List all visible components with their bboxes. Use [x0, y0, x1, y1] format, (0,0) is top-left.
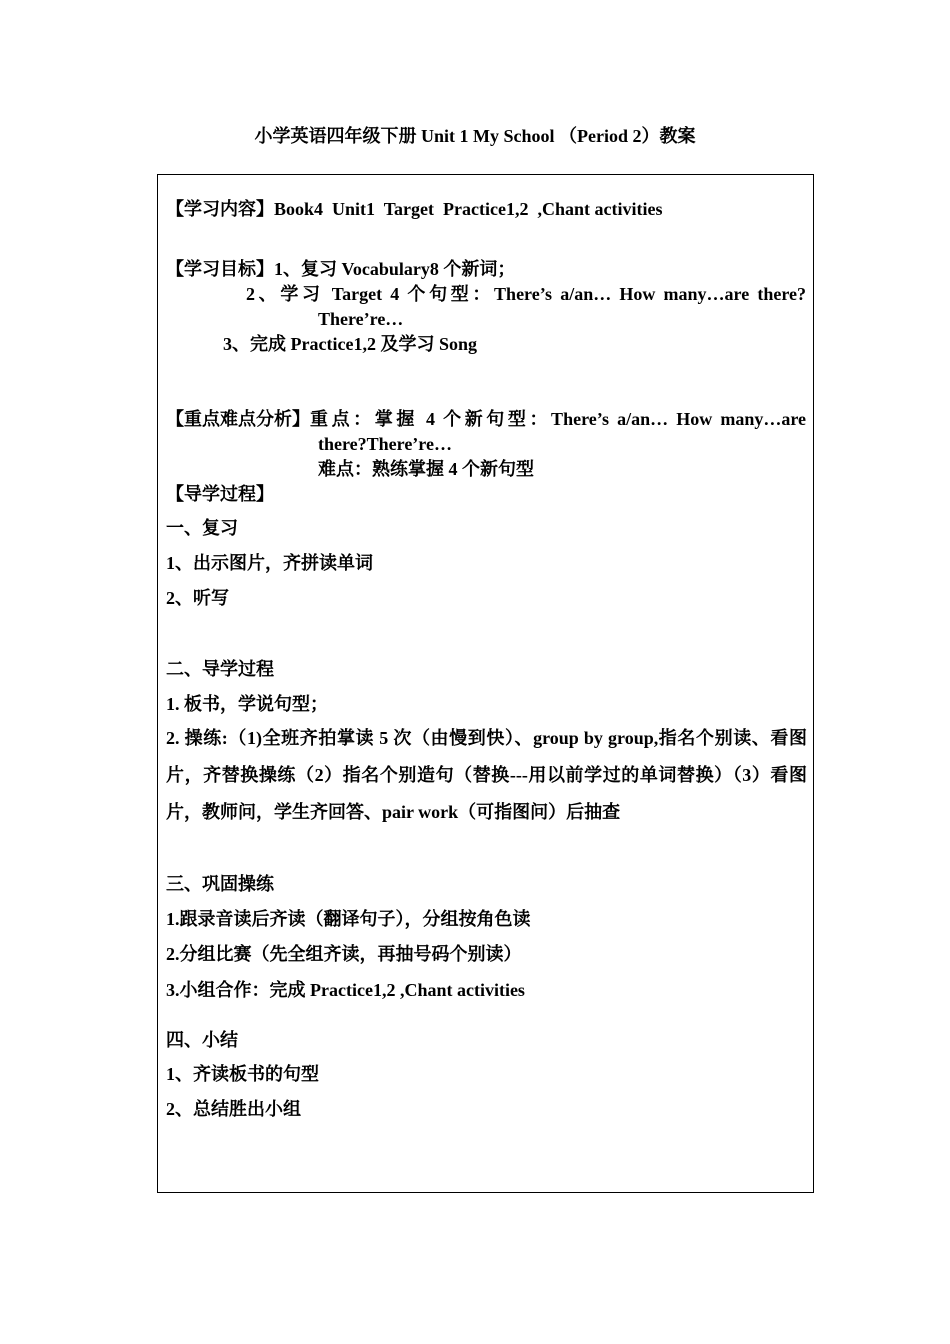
section-4-item-2: 2、总结胜出小组	[166, 1099, 301, 1119]
keypoints-row	[166, 407, 806, 431]
goal-2-line-2: There’re…	[318, 309, 404, 329]
document-title: 小学英语四年级下册 Unit 1 My School （Period 2）教案	[254, 126, 696, 146]
section-2-item-1: 1. 板书，学说句型；	[166, 694, 328, 714]
section-3-heading: 三、巩固操练	[166, 874, 274, 894]
content-row	[166, 197, 662, 221]
section-2-item-2: 2. 操练:（1)全班齐拍掌读 5 次（由慢到快）、group by group,指名个别读、看图片，齐替换操练（2）指名个别造句（替换---用以前学过的单词替换）（3）看图片，教师问，学生齐回答、pair work（可指图问）后抽查	[166, 728, 807, 822]
goals-label: 【学习目标】	[166, 259, 274, 279]
section-2-item-2-block	[166, 720, 807, 831]
keypoints-label: 【重点难点分析】	[166, 409, 310, 429]
keypoint-line-2: there?There’re…	[318, 434, 452, 454]
section-3-item-3: 3.小组合作：完成 Practice1,2 ,Chant activities	[166, 980, 525, 1000]
goal-1: 1、复习 Vocabulary8 个新词；	[274, 259, 516, 279]
difficulty: 难点：熟练掌握 4 个新句型	[318, 459, 534, 479]
content-label: 【学习内容】	[166, 199, 274, 219]
goal-2-line-1: 2、学习 Target 4 个句型：There’s a/an… How many…are there?	[246, 284, 806, 304]
content-text: Book4 Unit1 Target Practice1,2 ,Chant activities	[274, 199, 663, 219]
keypoint-line-1: 重点：掌握 4 个新句型：There’s a/an… How many…are	[310, 409, 806, 429]
section-3-item-1: 1.跟录音读后齐读（翻译句子），分组按角色读	[166, 909, 531, 929]
goals-row	[166, 257, 515, 281]
process-label: 【导学过程】	[166, 484, 274, 504]
section-3-item-2: 2.分组比赛（先全组齐读，再抽号码个别读）	[166, 944, 522, 964]
goal-3: 3、完成 Practice1,2 及学习 Song	[223, 334, 477, 354]
section-1-item-2: 2、听写	[166, 588, 229, 608]
section-1-heading: 一、复习	[166, 518, 238, 538]
lesson-plan-box	[157, 174, 814, 1193]
section-1-item-1: 1、出示图片，齐拼读单词	[166, 553, 373, 573]
section-4-heading: 四、小结	[166, 1030, 238, 1050]
section-4-item-1: 1、齐读板书的句型	[166, 1064, 319, 1084]
section-2-heading: 二、导学过程	[166, 659, 274, 679]
